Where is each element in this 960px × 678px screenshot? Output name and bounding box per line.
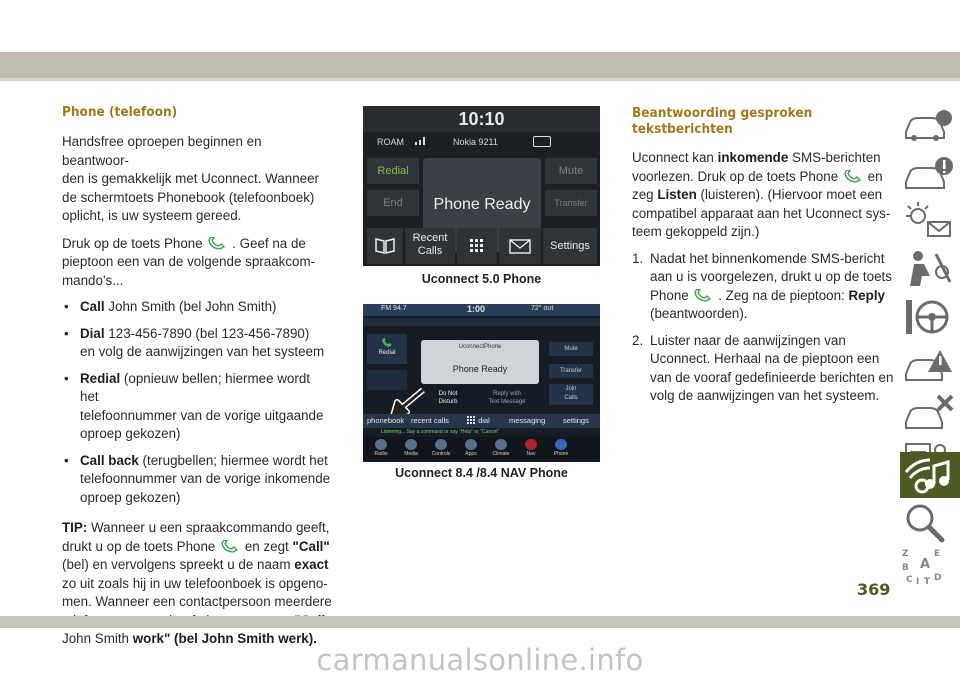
instruction-paragraph: Druk op de toets Phone . Geef na de pieptoon een van de volgende spraakcom- mando's... [62,235,316,288]
screen1-recent-calls-button[interactable]: Recent Calls [405,228,455,264]
book-icon [374,237,396,255]
tab-messaging[interactable]: messaging [509,416,546,425]
sms-step-1: 1. Nadat het binnenkomende SMS-bericht aan u is voorgelezen, drukt u op de toets Phone . Zeg na de pieptoon: Reply (beantwoorden). [632,250,892,321]
tab-settings[interactable]: settings [563,416,589,425]
tab-phonebook[interactable]: phonebook [367,416,405,425]
phone-icon [206,237,228,251]
screen2-redial-button[interactable]: Redial [367,334,407,364]
screen1-time: 10:10 [458,109,505,129]
battery-icon [533,136,551,147]
screen2-app-bar [363,437,600,459]
multimedia-icon[interactable] [900,452,960,498]
caption-uconnect-5: Uconnect 5.0 Phone [421,272,542,286]
phone-icon [692,289,714,303]
caption-uconnect-84: Uconnect 8.4 /8.4 NAV Phone [395,466,568,480]
app-nav[interactable]: Nav [526,451,536,457]
screen1-transfer-button[interactable]: Transfer [545,190,597,216]
search-icon[interactable] [900,500,960,546]
screen1-redial-button[interactable]: Redial [367,158,419,184]
car-info-icon[interactable] [900,102,960,148]
uconnect-5-screenshot [363,106,600,266]
signal-icon [415,135,429,147]
svg-text:C: C [906,575,913,585]
sms-step-2: 2. Luister naar de aanwijzingen van Uconnect. Herhaal na de pieptoon een van de vooraf gedefinieerde berichten en volg de aanwijzingen van het systeem. [632,332,894,403]
screen2-popup: UconnectPhone Phone Ready [421,340,539,384]
bullet-call: • Call John Smith (bel John Smith) [64,299,277,314]
warning-info-icon[interactable] [900,150,960,196]
screen2-listening-prompt: Listening... Say a command or say "Help" or "Cancel" [381,429,500,435]
screen1-roam: ROAM [377,137,404,147]
phone-icon [219,540,241,554]
passenger-safety-icon[interactable] [900,246,960,292]
screen2-tab-bar [363,414,600,428]
screen1-messaging-button[interactable] [499,228,541,264]
app-controls[interactable]: Controls [431,451,451,457]
app-phone[interactable]: Phone [553,451,569,457]
radio-icon [375,439,387,450]
screen1-dial-button[interactable] [457,228,497,264]
screen1-carrier: Nokia 9211 [453,137,498,147]
screen1-settings-button[interactable]: Settings [543,228,597,264]
svg-text:I: I [916,577,920,586]
svg-text:D: D [934,573,942,583]
svg-text:A: A [920,557,931,572]
page-number: 369 [857,580,891,599]
screen2-end-button[interactable] [367,370,407,390]
app-apps[interactable]: Apps [465,451,477,457]
dashboard-lights-icon[interactable] [900,198,960,244]
screen1-phonebook-button[interactable] [367,228,403,264]
phone-icon [842,170,864,184]
phone-handset-icon [381,338,393,348]
header-strip [0,78,960,81]
tab-recent-calls[interactable]: recent calls [411,416,449,425]
bullet-call-back: • Call back (terugbellen; hiermee wordt het telefoonnummer van de vorige inkomende oproep gekozen) [64,452,331,505]
svg-text:E: E [934,549,941,559]
svg-text:B: B [902,563,909,573]
screen2-top-bar: FM 94.7 1:00 72° out [363,304,600,316]
intro-paragraph: Handsfree oproepen beginnen en beantwoor- den is gemakkelijk met Uconnect. Wanneer de schermtoets Phonebook (telefoonboek) oplicht, is uw systeem gereed. [62,134,320,223]
screen1-phone-ready: Phone Ready [433,196,531,213]
screen2-do-not-disturb-button[interactable]: Do Not Disturb [438,391,458,405]
keypad-icon [467,416,476,424]
screen1-end-button[interactable]: End [367,190,419,216]
emergency-icon[interactable] [900,342,960,388]
right-column [632,105,894,406]
svg-text:Z: Z [902,549,909,559]
media-icon [405,439,417,450]
bullet-dial: • Dial 123-456-7890 (bel 123-456-7890) en volg de aanwijzingen van het systeem [64,325,325,359]
screen2-transfer-button[interactable]: Transfer [549,364,593,378]
app-media[interactable]: Media [404,451,418,457]
uconnect-84-screenshot [363,304,600,462]
screen2-favorites-row [363,318,600,326]
screen2-join-calls-button[interactable]: Join Calls [549,384,593,405]
phone-app-icon [555,439,567,450]
bullet-redial: • Redial (opnieuw bellen; hiermee wordt het telefoonnummer van de vorige uitgaande oproep gekozen) [64,370,324,441]
apps-icon [465,439,477,450]
footer-watermark: carmanualsonline.info [316,643,644,677]
screen2-reply-text-button[interactable]: Reply with Text Message [488,391,526,405]
climate-icon [495,439,507,450]
left-column [62,104,332,649]
index-icon[interactable] [900,546,960,586]
app-radio[interactable]: Radio [374,451,388,457]
envelope-icon [509,238,531,254]
screen1-mute-button[interactable]: Mute [545,158,597,184]
svg-text:T: T [924,577,931,586]
steering-wheel-icon[interactable] [900,294,960,340]
controls-icon [435,439,447,450]
sms-intro-paragraph: Uconnect kan inkomende SMS-berichten voorlezen. Druk op de toets Phone en zeg Listen (luisteren). (Hiervoor moet een compatibel apparaat aan het Uconnect sys- teem gekoppeld zijn.) [632,150,891,239]
nav-icon [525,439,537,450]
header-band [0,52,960,78]
tip-paragraph: TIP: Wanneer u een spraakcommando geeft, drukt u op de toets Phone en zegt "Call" (bel) en vervolgens spreekt u de naam exact zo uit zoals hij in uw telefoonboek is opgeno- men. Wanneer een contactpersoon meerdere John Smith work" (bel John Smith werk). [62,520,332,646]
keypad-icon [469,238,485,254]
screen2-mute-button[interactable]: Mute [549,342,593,356]
tab-dial[interactable]: dial [467,416,490,425]
service-tools-icon[interactable] [900,390,960,436]
app-climate[interactable]: Climate [492,451,510,457]
footer-band [0,616,960,628]
section-heading-phone: Phone (telefoon) [62,104,178,120]
section-heading-sms: Beantwoording gesproken tekstberichten [632,105,813,137]
